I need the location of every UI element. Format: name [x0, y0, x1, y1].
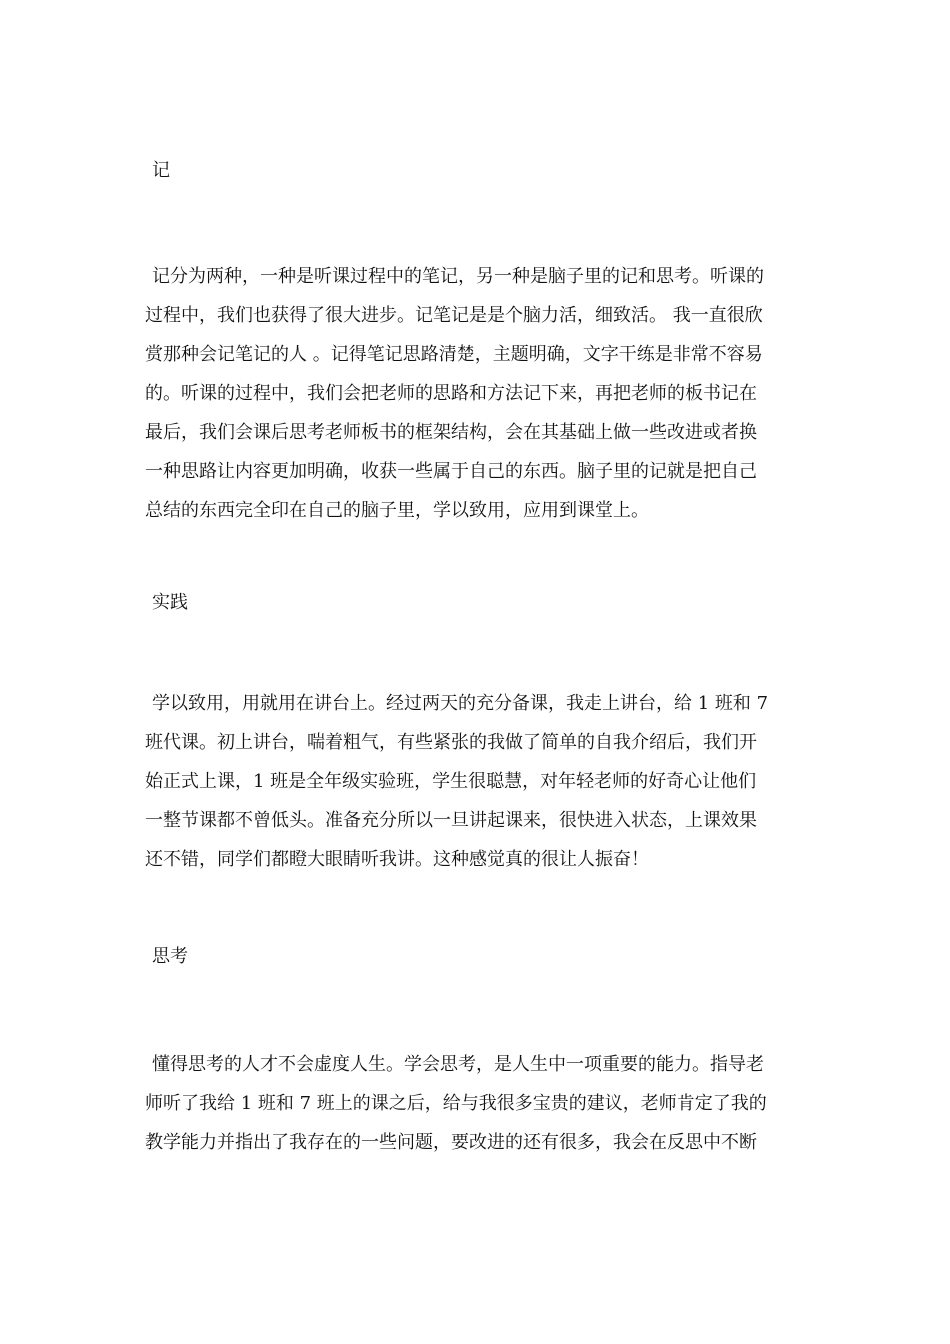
section-heading-ji: 记 [152, 160, 170, 181]
paragraph-line: 过程中，我们也获得了很大进步。记笔记是是个脑力活，细致活。 我一直很欣 [145, 305, 763, 326]
paragraph-line: 师听了我给 1 班和 7 班上的课之后，给与我很多宝贵的建议，老师肯定了我的 [145, 1093, 767, 1114]
paragraph-line: 的。听课的过程中，我们会把老师的思路和方法记下来，再把老师的板书记在 [145, 383, 757, 404]
paragraph-line: 记分为两种，一种是听课过程中的笔记，另一种是脑子里的记和思考。听课的 [152, 266, 764, 287]
paragraph-line: 赏那种会记笔记的人 。记得笔记思路清楚，主题明确，文字干练是非常不容易 [145, 344, 763, 365]
paragraph-line: 一整节课都不曾低头。准备充分所以一旦讲起课来，很快进入状态，上课效果 [145, 810, 757, 831]
paragraph-line: 班代课。初上讲台，喘着粗气，有些紧张的我做了简单的自我介绍后，我们开 [145, 732, 757, 753]
paragraph-line: 还不错，同学们都瞪大眼睛听我讲。这种感觉真的很让人振奋！ [145, 849, 649, 870]
paragraph-line: 一种思路让内容更加明确，收获一些属于自己的东西。脑子里的记就是把自己 [145, 461, 757, 482]
paragraph-shijian [145, 684, 768, 879]
paragraph-line: 最后，我们会课后思考老师板书的框架结构，会在其基础上做一些改进或者换 [145, 422, 757, 443]
paragraph-line: 始正式上课，1 班是全年级实验班，学生很聪慧，对年轻老师的好奇心让他们 [145, 771, 757, 792]
paragraph-line: 总结的东西完全印在自己的脑子里，学以致用，应用到课堂上。 [145, 500, 649, 521]
paragraph-sikao [145, 1045, 767, 1162]
section-heading-sikao: 思考 [152, 946, 188, 967]
paragraph-ji [145, 257, 764, 530]
section-heading-shijian: 实践 [152, 592, 188, 613]
paragraph-line: 教学能力并指出了我存在的一些问题，要改进的还有很多，我会在反思中不断 [145, 1132, 757, 1153]
paragraph-line: 学以致用，用就用在讲台上。经过两天的充分备课，我走上讲台，给 1 班和 7 [152, 693, 769, 714]
paragraph-line: 懂得思考的人才不会虚度人生。学会思考，是人生中一项重要的能力。指导老 [152, 1054, 764, 1075]
